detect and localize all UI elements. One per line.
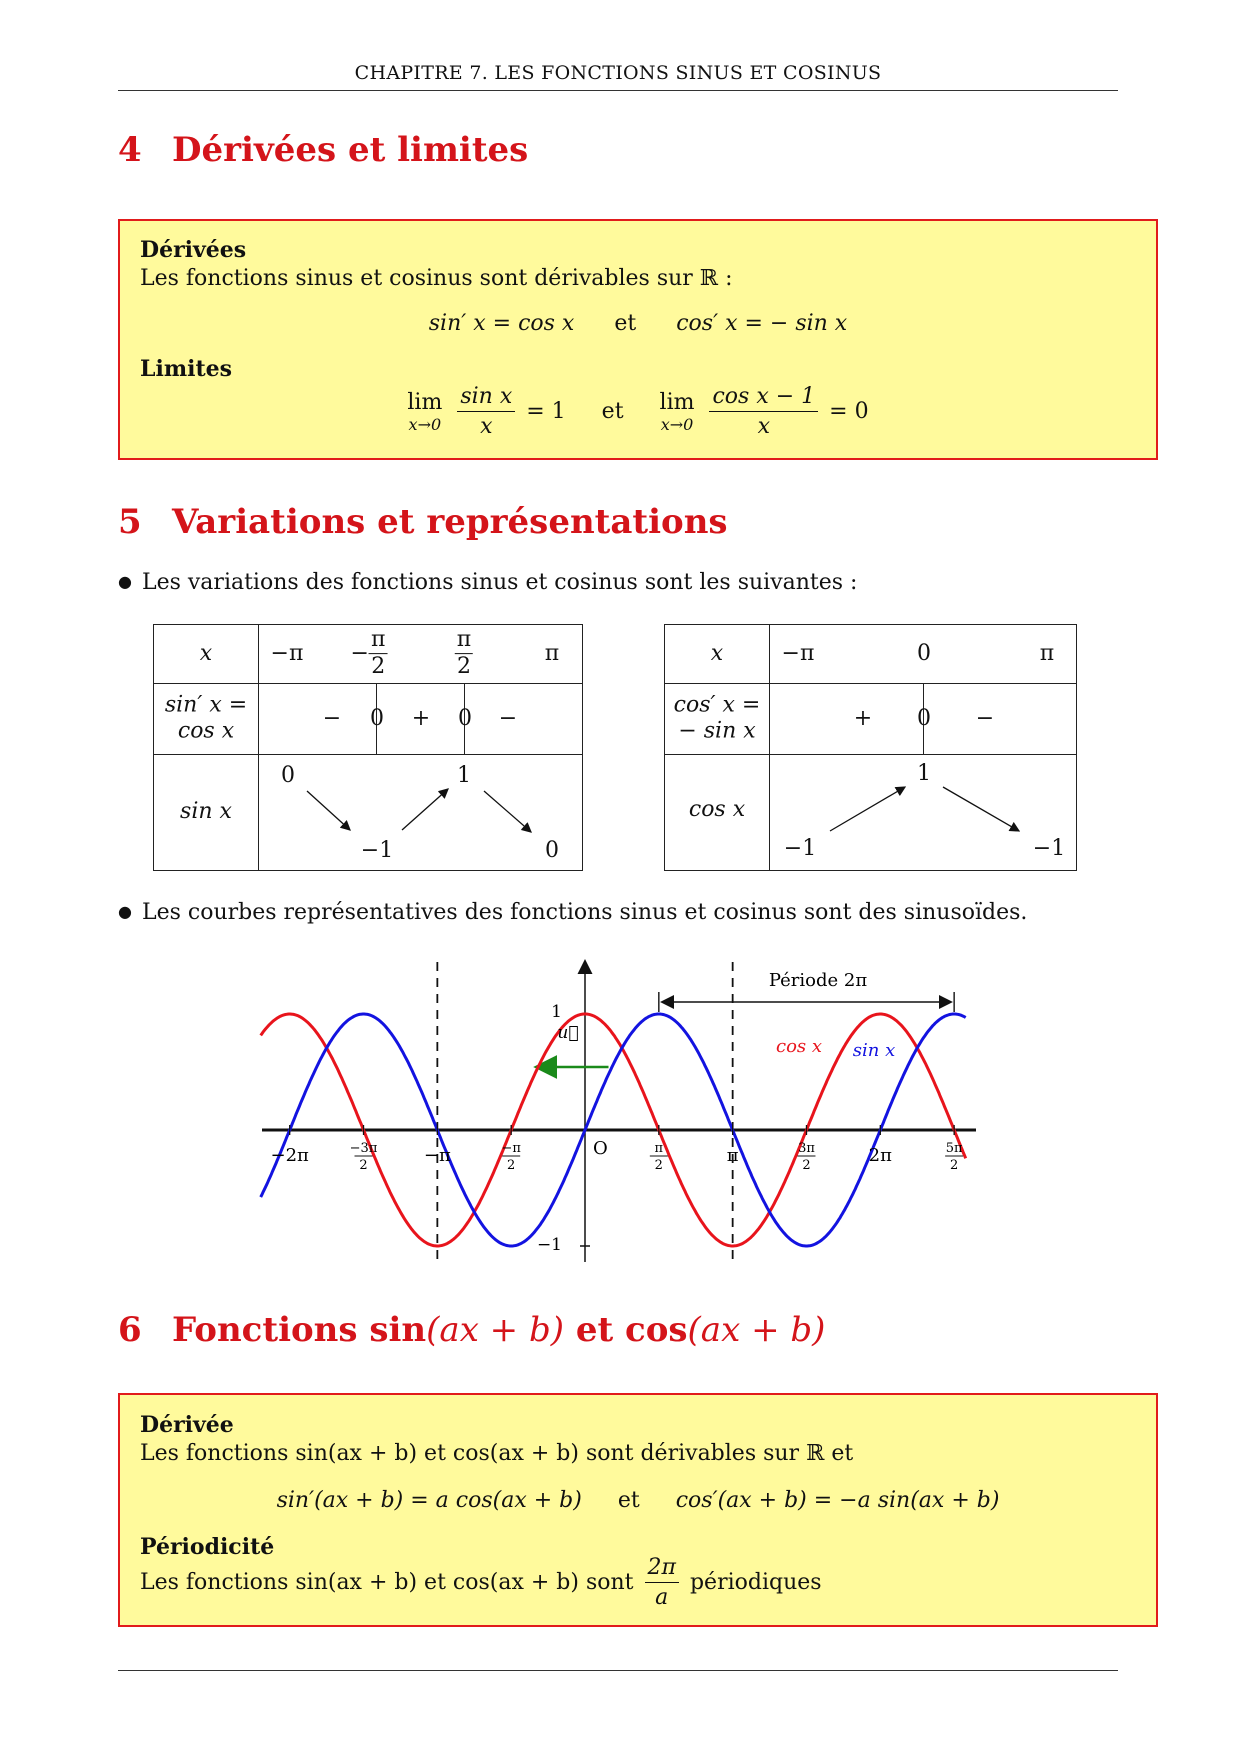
- table-cos-sign: 0: [917, 705, 931, 731]
- table-sin-sign: −: [322, 705, 342, 731]
- table-sin-x5: π: [544, 640, 560, 666]
- derivees-title: Dérivées: [140, 237, 247, 263]
- x-tick-label-denominator: 2: [949, 1158, 959, 1173]
- section-title-b: (ax + b): [426, 1310, 564, 1350]
- derivee-text: Les fonctions sin(ax + b) et cos(ax + b) sont dérivables sur ℝ et: [140, 1441, 854, 1466]
- x-tick-label: −2π: [270, 1145, 309, 1166]
- table-sin-sign: +: [411, 705, 431, 731]
- table-sin-x2: − $\frac{\pi}{2}$: [350, 627, 386, 680]
- limites-title: Limites: [140, 356, 233, 382]
- section-number: 6: [118, 1310, 142, 1350]
- sin-label: sin x: [852, 1040, 896, 1061]
- table-cos-x2: 0: [917, 640, 931, 666]
- y-tick-1: 1: [551, 1002, 562, 1022]
- table-cos-sign: −: [975, 705, 995, 731]
- limit-2-value: = 0: [829, 398, 869, 424]
- bullet-text: Les variations des fonctions sinus et cosinus sont les suivantes :: [141, 570, 858, 595]
- x-tick-label-denominator: 2: [802, 1158, 811, 1173]
- limit-1-value: = 1: [526, 398, 566, 424]
- affine-derivative-formulas: [120, 1488, 1156, 1513]
- bullet-text: Les courbes représentatives des fonctions sinus et cosinus sont des sinusoïdes.: [141, 900, 1028, 925]
- formula-cos-derivative: cos′ x = − sin x: [676, 311, 848, 336]
- periodicite-title: Périodicité: [140, 1534, 275, 1560]
- table-cos-x1: −π: [781, 640, 815, 666]
- x-tick-label-denominator: 2: [359, 1158, 368, 1173]
- table-sin-value-max: 1: [457, 762, 471, 788]
- table-cos-x-label: x: [710, 640, 724, 666]
- section-title-a: Fonctions sin: [172, 1310, 427, 1350]
- section-title: Dérivées et limites: [172, 130, 529, 170]
- bullet-icon: ●: [118, 902, 132, 921]
- table-sin-func-label: sin x: [180, 798, 232, 824]
- period-fraction: $\frac{2\pi}{a}$: [645, 1555, 679, 1611]
- x-tick-label-numerator: −π: [501, 1141, 521, 1156]
- table-cos-sign: +: [853, 705, 873, 731]
- derivee-title: Dérivée: [140, 1412, 234, 1438]
- table-cos-value-max: 1: [917, 760, 931, 786]
- x-tick-label-denominator: 2: [654, 1158, 663, 1173]
- formula-sin-affine: sin′(ax + b) = a cos(ax + b): [276, 1488, 582, 1513]
- table-sin-x3: $\frac{\pi}{2}$: [456, 627, 472, 680]
- table-cos-x3: π: [1039, 640, 1055, 666]
- et-text-2: et: [601, 398, 624, 424]
- origin-label: O: [593, 1138, 608, 1159]
- x-tick-label-numerator: 3π: [798, 1141, 815, 1156]
- bullet-icon: ●: [118, 572, 132, 591]
- section-6-heading: [118, 1310, 825, 1350]
- et-text: et: [617, 1488, 640, 1513]
- page-header: CHAPITRE 7. LES FONCTIONS SINUS ET COSINUS: [354, 62, 882, 84]
- periodicite-text: Les fonctions sin(ax + b) et cos(ax + b) sont $\frac{2\pi}{a}$ périodiques: [140, 1555, 822, 1611]
- x-tick-label: −π: [423, 1145, 451, 1166]
- section-number: 5: [118, 502, 142, 542]
- table-sin-value-start: 0: [281, 762, 295, 788]
- limit-2-fraction: $\frac{\text{cos x − 1}}{x}$: [709, 384, 818, 440]
- table-sin-deriv-label: sin′ x = cos x: [164, 692, 248, 744]
- lim-operator-1: lim x→0: [407, 389, 443, 434]
- table-sin-x1: −π: [270, 640, 304, 666]
- x-tick-label-numerator: π: [654, 1141, 664, 1156]
- et-text: et: [614, 311, 637, 336]
- table-sin-value-end: 0: [545, 837, 559, 863]
- vector-u-label: u⃗: [557, 1023, 579, 1043]
- definition-box-sin-cos-affine: [118, 1393, 1158, 1627]
- section-number: 4: [118, 130, 142, 170]
- y-tick-minus-1: −1: [536, 1235, 562, 1255]
- cos-label: cos x: [775, 1036, 823, 1057]
- derivees-text: Les fonctions sinus et cosinus sont dérivables sur ℝ :: [140, 266, 733, 291]
- table-sin-value-min: −1: [360, 837, 394, 863]
- section-title: Variations et représentations: [172, 502, 728, 542]
- table-cos-func-label: cos x: [688, 796, 746, 822]
- formula-sin-derivative: sin′ x = cos x: [428, 311, 575, 336]
- table-sin-sign: −: [498, 705, 518, 731]
- x-tick-label-numerator: −3π: [349, 1141, 378, 1156]
- table-sin-sign: 0: [370, 705, 384, 731]
- x-tick-label-denominator: 2: [507, 1158, 516, 1173]
- x-tick-label-numerator: 5π: [945, 1141, 963, 1156]
- footer-rule: [118, 1670, 1118, 1671]
- lim-operator-2: lim x→0: [659, 389, 695, 434]
- x-tick-label: 2π: [868, 1145, 892, 1166]
- table-cos-value-start: −1: [783, 835, 817, 861]
- table-sin-x-label: x: [199, 640, 213, 666]
- table-sin-sign: 0: [458, 705, 472, 731]
- periode-label: Période 2π: [768, 970, 868, 991]
- limit-1-fraction: $\frac{\text{sin x}}{x}$: [457, 384, 515, 440]
- x-tick-label: π: [726, 1145, 739, 1166]
- table-cos-value-end: −1: [1032, 835, 1066, 861]
- formula-cos-affine: cos′(ax + b) = −a sin(ax + b): [675, 1488, 1000, 1513]
- section-title-c: et cos: [564, 1310, 688, 1350]
- section-title-d: (ax + b): [687, 1310, 826, 1350]
- table-cos-deriv-label: cos′ x = − sin x: [673, 692, 761, 744]
